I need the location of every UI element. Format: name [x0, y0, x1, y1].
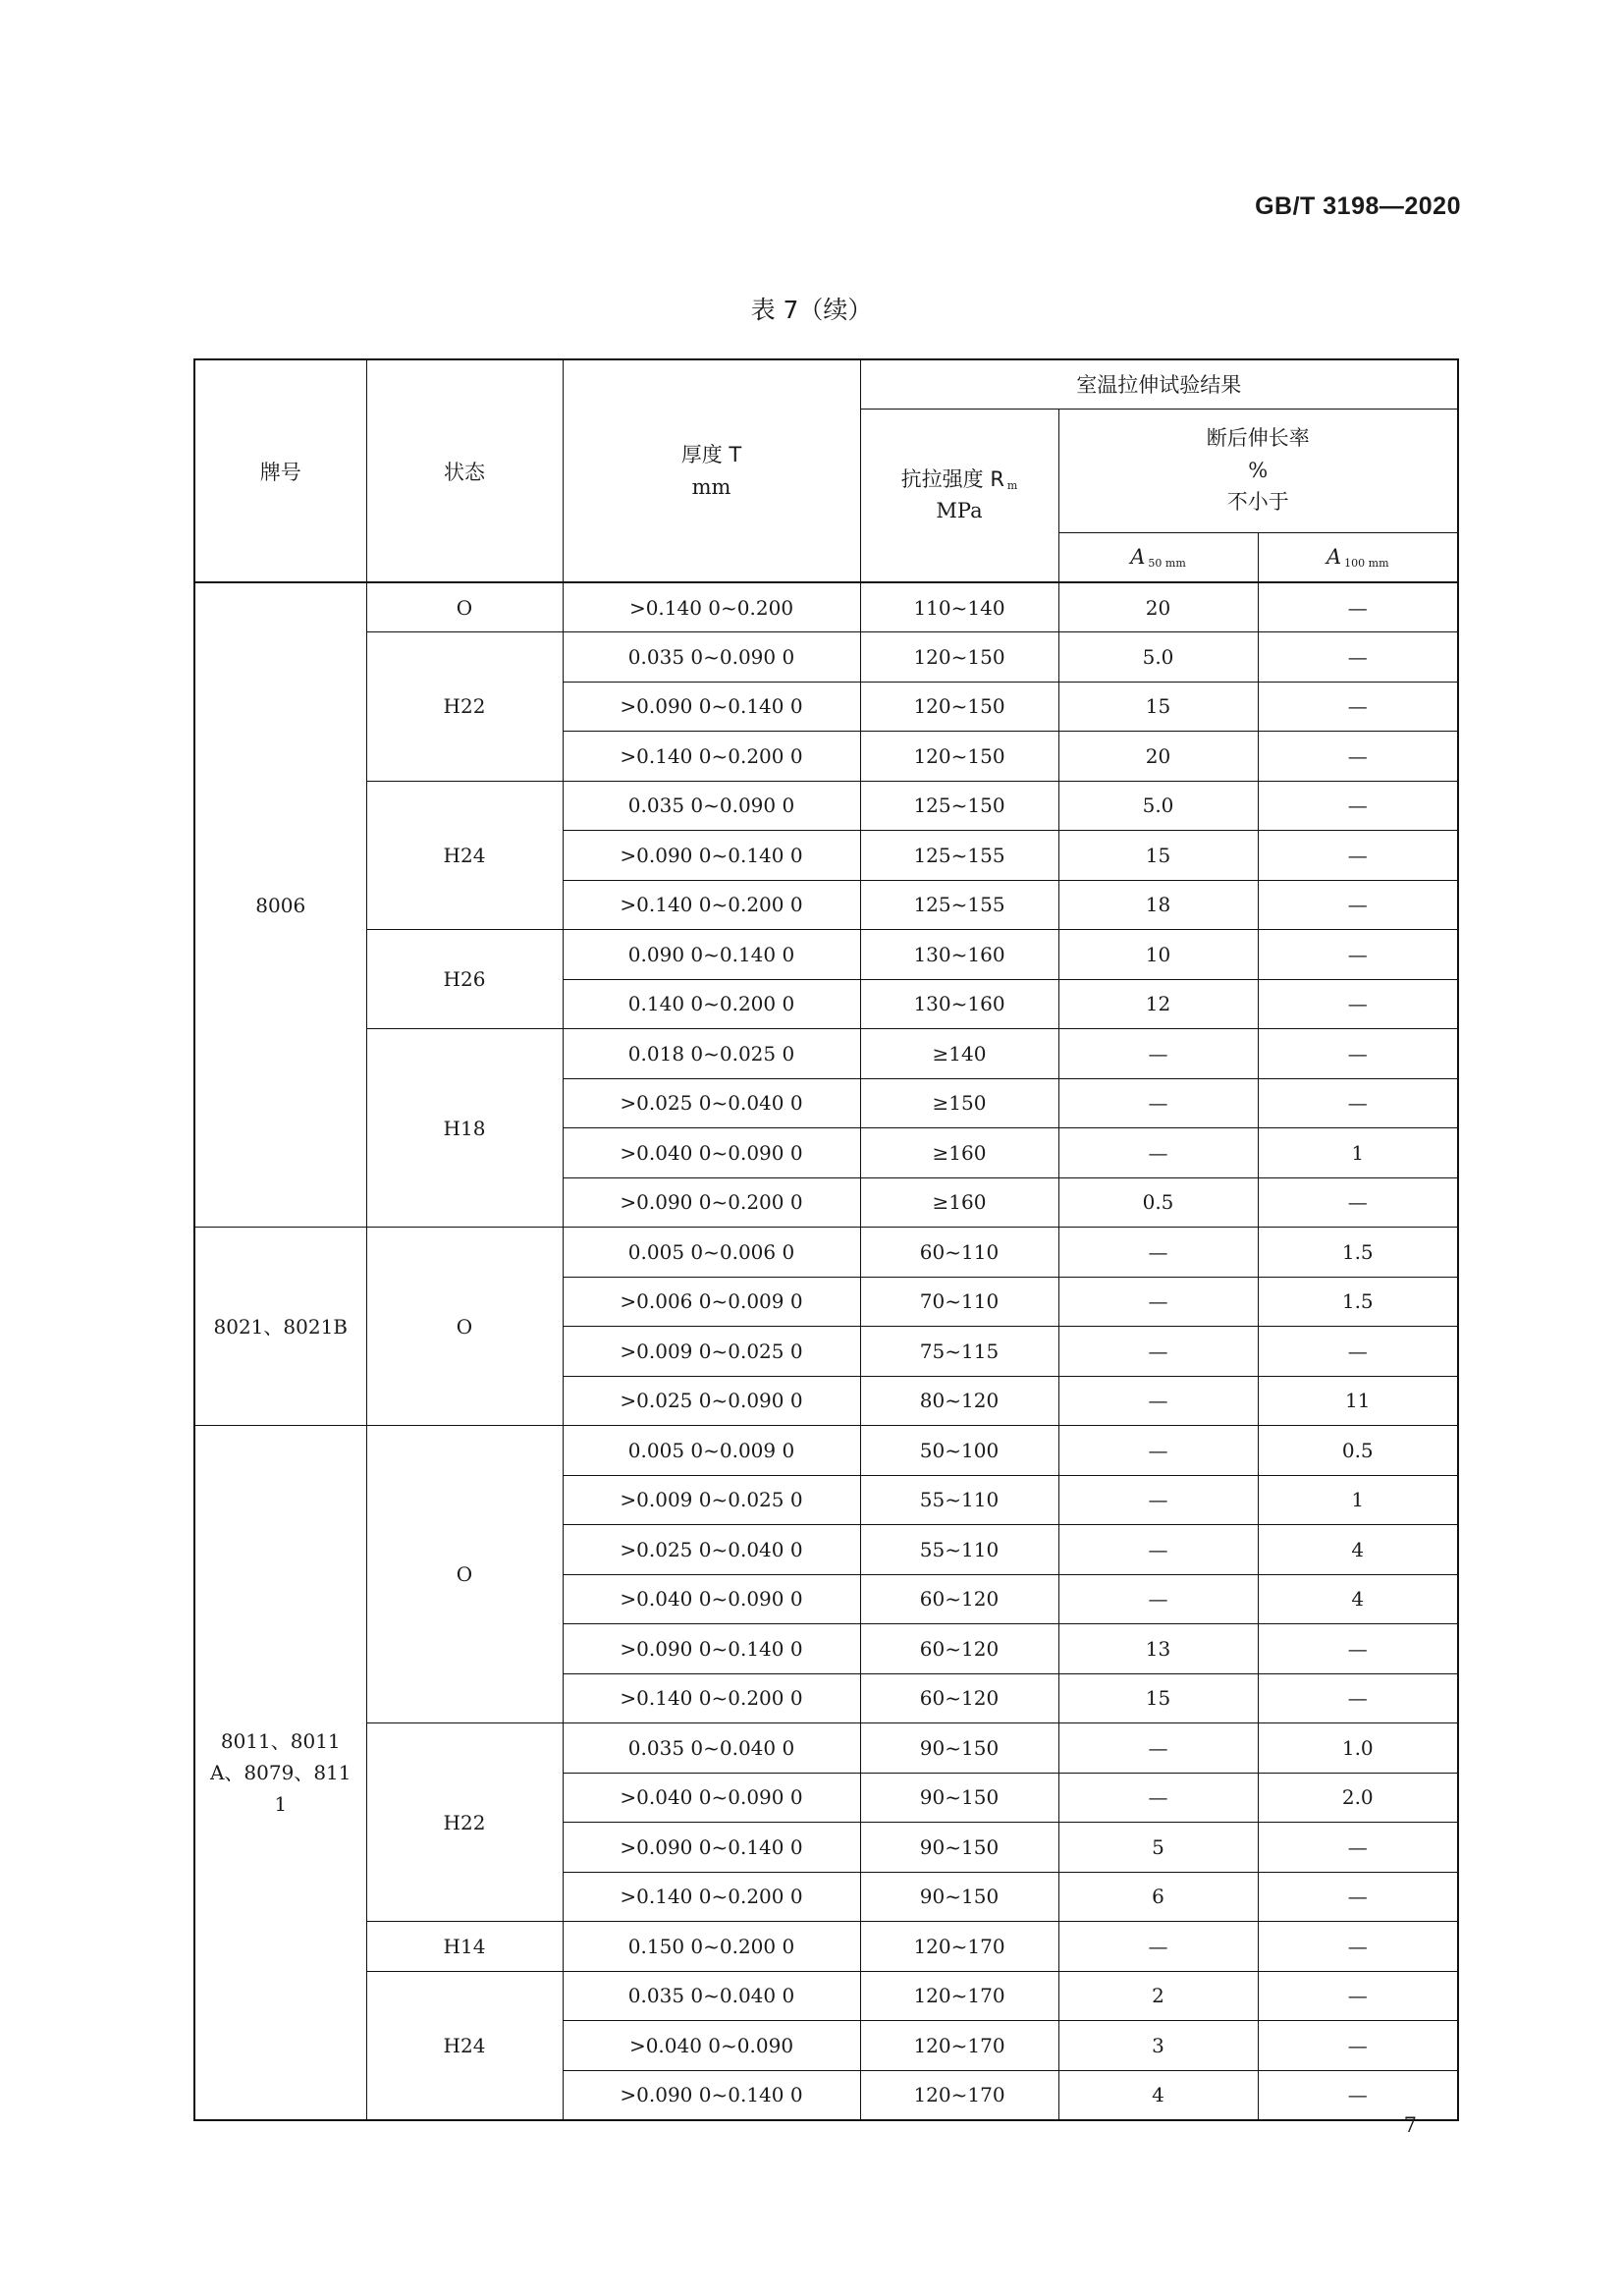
strength-cell: 60~120: [860, 1673, 1058, 1723]
strength-cell: 125~155: [860, 880, 1058, 930]
header-thickness-name: 厚度 T: [680, 442, 742, 466]
grade-cell: 8011、8011A、8079、8111: [194, 1426, 366, 2120]
a100-cell: —: [1258, 632, 1458, 683]
thickness-cell: >0.009 0~0.025 0: [563, 1475, 860, 1525]
table-row: [194, 1426, 1458, 1476]
header-elongation-name: 断后伸长率: [1206, 426, 1310, 451]
a50-cell: 0.5: [1058, 1177, 1258, 1228]
a100-cell: —: [1258, 1327, 1458, 1377]
thickness-cell: 0.140 0~0.200 0: [563, 979, 860, 1029]
temper-cell: H22: [366, 1723, 563, 1922]
header-tensile-group: 室温拉伸试验结果: [860, 359, 1458, 409]
strength-cell: 120~170: [860, 2070, 1058, 2120]
strength-cell: 75~115: [860, 1327, 1058, 1377]
header-a100-sub: 100 mm: [1344, 556, 1389, 570]
header-a50-main: A: [1130, 544, 1146, 569]
table-row: [194, 1971, 1458, 2021]
table-header: [194, 359, 1458, 582]
strength-cell: ≥160: [860, 1177, 1058, 1228]
strength-cell: 120~170: [860, 2021, 1058, 2071]
header-elongation: [1058, 409, 1458, 532]
a100-cell: 1.0: [1258, 1723, 1458, 1774]
header-strength-unit: MPa: [936, 499, 983, 523]
strength-cell: 90~150: [860, 1723, 1058, 1774]
thickness-cell: 0.035 0~0.090 0: [563, 781, 860, 831]
strength-cell: 90~150: [860, 1773, 1058, 1823]
header-a50-sub: 50 mm: [1148, 556, 1186, 570]
thickness-cell: >0.025 0~0.040 0: [563, 1078, 860, 1128]
table-row: [194, 632, 1458, 683]
a50-cell: —: [1058, 1574, 1258, 1624]
a100-cell: —: [1258, 682, 1458, 732]
thickness-cell: >0.140 0~0.200 0: [563, 880, 860, 930]
a100-cell: 2.0: [1258, 1773, 1458, 1823]
strength-cell: ≥140: [860, 1029, 1058, 1079]
strength-cell: 120~170: [860, 1971, 1058, 2021]
a50-cell: —: [1058, 1128, 1258, 1178]
temper-cell: O: [366, 1426, 563, 1723]
header-thickness-unit: mm: [691, 474, 731, 499]
a50-cell: —: [1058, 1475, 1258, 1525]
strength-cell: 55~110: [860, 1525, 1058, 1575]
strength-cell: ≥150: [860, 1078, 1058, 1128]
thickness-cell: >0.090 0~0.140 0: [563, 1624, 860, 1674]
temper-cell: H22: [366, 632, 563, 782]
a50-cell: —: [1058, 1277, 1258, 1327]
header-a100-main: A: [1325, 544, 1342, 569]
a100-cell: 1: [1258, 1128, 1458, 1178]
strength-cell: ≥160: [860, 1128, 1058, 1178]
thickness-cell: >0.006 0~0.009 0: [563, 1277, 860, 1327]
thickness-cell: >0.090 0~0.140 0: [563, 2070, 860, 2120]
strength-cell: 50~100: [860, 1426, 1058, 1476]
strength-cell: 130~160: [860, 979, 1058, 1029]
thickness-cell: 0.090 0~0.140 0: [563, 930, 860, 980]
strength-cell: 120~170: [860, 1922, 1058, 1972]
header-strength: [860, 409, 1058, 582]
a50-cell: 2: [1058, 1971, 1258, 2021]
a50-cell: 15: [1058, 1673, 1258, 1723]
table-row: [194, 1228, 1458, 1278]
temper-cell: H24: [366, 1971, 563, 2120]
table-body: [194, 582, 1458, 2120]
a50-cell: 4: [1058, 2070, 1258, 2120]
a50-cell: —: [1058, 1078, 1258, 1128]
a50-cell: 20: [1058, 582, 1258, 632]
a50-cell: 5.0: [1058, 781, 1258, 831]
a100-cell: 1: [1258, 1475, 1458, 1525]
a50-cell: —: [1058, 1228, 1258, 1278]
a100-cell: —: [1258, 1624, 1458, 1674]
a100-cell: 11: [1258, 1376, 1458, 1426]
header-a100: [1258, 532, 1458, 582]
thickness-cell: 0.035 0~0.040 0: [563, 1723, 860, 1774]
a100-cell: —: [1258, 1971, 1458, 2021]
thickness-cell: 0.005 0~0.009 0: [563, 1426, 860, 1476]
strength-cell: 125~150: [860, 781, 1058, 831]
thickness-cell: >0.040 0~0.090 0: [563, 1128, 860, 1178]
a100-cell: —: [1258, 1823, 1458, 1873]
strength-cell: 120~150: [860, 632, 1058, 683]
strength-cell: 120~150: [860, 732, 1058, 782]
a100-cell: —: [1258, 880, 1458, 930]
thickness-cell: 0.150 0~0.200 0: [563, 1922, 860, 1972]
a50-cell: 12: [1058, 979, 1258, 1029]
temper-cell: O: [366, 582, 563, 632]
standard-code: GB/T 3198—2020: [1255, 192, 1461, 220]
a50-cell: 5.0: [1058, 632, 1258, 683]
strength-cell: 55~110: [860, 1475, 1058, 1525]
thickness-cell: >0.090 0~0.200 0: [563, 1177, 860, 1228]
header-grade: 牌号: [194, 359, 366, 582]
thickness-cell: >0.140 0~0.200 0: [563, 1872, 860, 1922]
grade-cell: 8006: [194, 582, 366, 1228]
a100-cell: —: [1258, 1029, 1458, 1079]
a50-cell: —: [1058, 1525, 1258, 1575]
temper-cell: H24: [366, 781, 563, 930]
a100-cell: —: [1258, 1922, 1458, 1972]
a100-cell: 1.5: [1258, 1228, 1458, 1278]
a100-cell: —: [1258, 979, 1458, 1029]
a100-cell: —: [1258, 1673, 1458, 1723]
table-row: [194, 930, 1458, 980]
a50-cell: —: [1058, 1376, 1258, 1426]
a100-cell: —: [1258, 582, 1458, 632]
a100-cell: —: [1258, 1872, 1458, 1922]
temper-cell: H18: [366, 1029, 563, 1228]
a50-cell: —: [1058, 1327, 1258, 1377]
thickness-cell: >0.090 0~0.140 0: [563, 682, 860, 732]
thickness-cell: >0.040 0~0.090: [563, 2021, 860, 2071]
thickness-cell: 0.035 0~0.090 0: [563, 632, 860, 683]
thickness-cell: 0.005 0~0.006 0: [563, 1228, 860, 1278]
header-thickness: [563, 359, 860, 582]
a50-cell: 3: [1058, 2021, 1258, 2071]
thickness-cell: >0.025 0~0.090 0: [563, 1376, 860, 1426]
temper-cell: H26: [366, 930, 563, 1029]
properties-table: [193, 358, 1459, 2121]
strength-cell: 110~140: [860, 582, 1058, 632]
a50-cell: 15: [1058, 682, 1258, 732]
a50-cell: 10: [1058, 930, 1258, 980]
a100-cell: 1.5: [1258, 1277, 1458, 1327]
header-strength-name: 抗拉强度 R: [900, 466, 1004, 491]
thickness-cell: >0.040 0~0.090 0: [563, 1574, 860, 1624]
a100-cell: —: [1258, 1177, 1458, 1228]
a100-cell: —: [1258, 2021, 1458, 2071]
strength-cell: 90~150: [860, 1872, 1058, 1922]
table-row: [194, 1029, 1458, 1079]
strength-cell: 125~155: [860, 831, 1058, 881]
a100-cell: 0.5: [1258, 1426, 1458, 1476]
table-row: [194, 781, 1458, 831]
a100-cell: 4: [1258, 1525, 1458, 1575]
header-a50: [1058, 532, 1258, 582]
strength-cell: 60~120: [860, 1574, 1058, 1624]
header-elongation-note: 不小于: [1226, 490, 1289, 515]
a50-cell: —: [1058, 1773, 1258, 1823]
strength-cell: 130~160: [860, 930, 1058, 980]
thickness-cell: >0.025 0~0.040 0: [563, 1525, 860, 1575]
table-title: 表 7（续）: [750, 296, 873, 324]
a100-cell: —: [1258, 831, 1458, 881]
thickness-cell: >0.090 0~0.140 0: [563, 1823, 860, 1873]
strength-cell: 60~120: [860, 1624, 1058, 1674]
thickness-cell: >0.140 0~0.200: [563, 582, 860, 632]
a50-cell: 5: [1058, 1823, 1258, 1873]
a100-cell: —: [1258, 2070, 1458, 2120]
page-number: 7: [1403, 2113, 1417, 2137]
a100-cell: —: [1258, 732, 1458, 782]
strength-cell: 120~150: [860, 682, 1058, 732]
a100-cell: —: [1258, 1078, 1458, 1128]
table-row: [194, 1723, 1458, 1774]
strength-cell: 70~110: [860, 1277, 1058, 1327]
a50-cell: 6: [1058, 1872, 1258, 1922]
thickness-cell: 0.035 0~0.040 0: [563, 1971, 860, 2021]
header-strength-sub: m: [1006, 478, 1018, 492]
thickness-cell: >0.090 0~0.140 0: [563, 831, 860, 881]
thickness-cell: >0.009 0~0.025 0: [563, 1327, 860, 1377]
thickness-cell: >0.140 0~0.200 0: [563, 732, 860, 782]
a100-cell: —: [1258, 781, 1458, 831]
table-row: [194, 582, 1458, 632]
temper-cell: H14: [366, 1922, 563, 1972]
a50-cell: —: [1058, 1426, 1258, 1476]
temper-cell: O: [366, 1228, 563, 1426]
table-row: [194, 1922, 1458, 1972]
strength-cell: 60~110: [860, 1228, 1058, 1278]
grade-cell: 8021、8021B: [194, 1228, 366, 1426]
a50-cell: —: [1058, 1029, 1258, 1079]
a100-cell: —: [1258, 930, 1458, 980]
a50-cell: —: [1058, 1922, 1258, 1972]
thickness-cell: >0.140 0~0.200 0: [563, 1673, 860, 1723]
a50-cell: 20: [1058, 732, 1258, 782]
strength-cell: 90~150: [860, 1823, 1058, 1873]
header-temper: 状态: [366, 359, 563, 582]
a50-cell: —: [1058, 1723, 1258, 1774]
a50-cell: 13: [1058, 1624, 1258, 1674]
thickness-cell: 0.018 0~0.025 0: [563, 1029, 860, 1079]
strength-cell: 80~120: [860, 1376, 1058, 1426]
header-elongation-unit: %: [1248, 458, 1269, 482]
thickness-cell: >0.040 0~0.090 0: [563, 1773, 860, 1823]
a50-cell: 18: [1058, 880, 1258, 930]
a50-cell: 15: [1058, 831, 1258, 881]
a100-cell: 4: [1258, 1574, 1458, 1624]
